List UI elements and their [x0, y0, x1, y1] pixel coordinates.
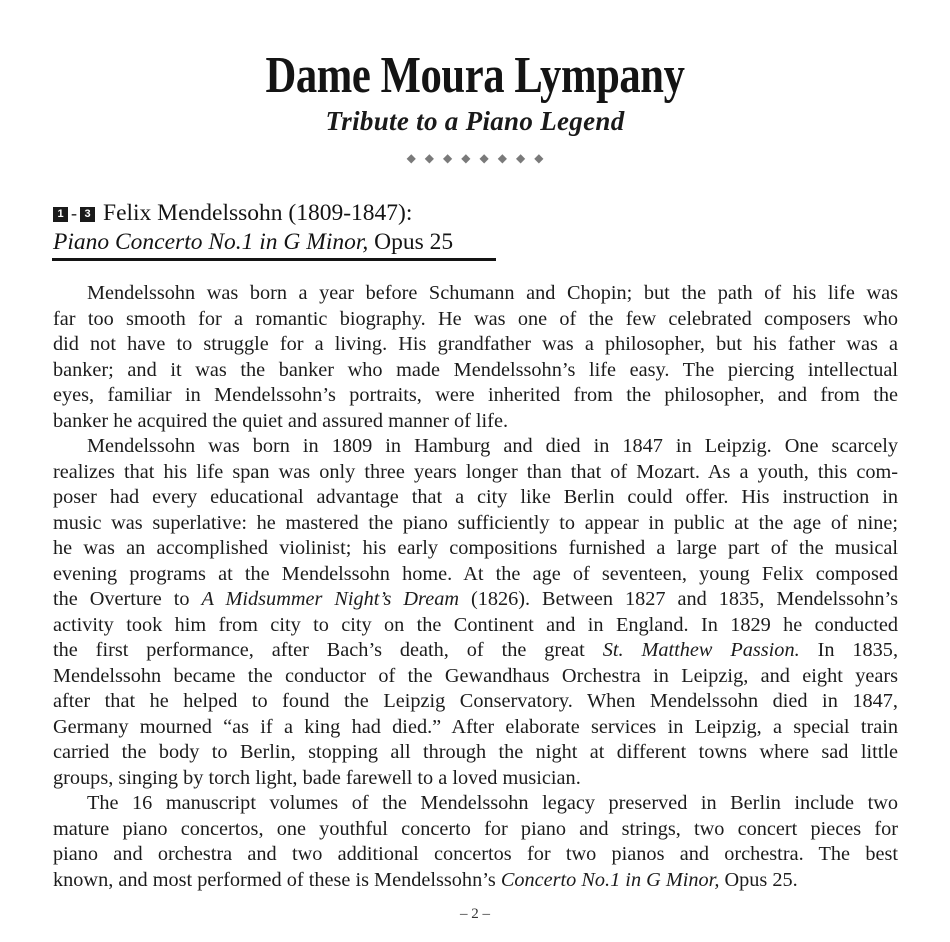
paragraph-2-line	[53, 638, 898, 664]
line-text: Mendelssohn became the conductor of the Gewandhaus Orchestra in Leipzig, and eight years	[53, 664, 898, 687]
work-opus: Opus 25	[368, 229, 454, 255]
paragraph-2-line	[53, 613, 898, 639]
diamond-icon: ◆	[461, 151, 480, 165]
paragraph-2-line	[53, 587, 898, 613]
heading-underline-rule	[52, 258, 496, 261]
line-text: In 1835,	[799, 639, 899, 661]
line-text: after that he helped to found the Leipzig Conservatory. When Mendelssohn died in 1847,	[53, 690, 898, 712]
paragraph-1-line	[53, 332, 898, 358]
paragraph-2-line	[53, 562, 898, 588]
line-text: The 16 manuscript volumes of the Mendelssohn legacy preserved in Berlin include two	[87, 792, 898, 814]
italic-title: A Midsummer Night’s Dream	[201, 588, 459, 610]
line-text: known, and most performed of these is Mendelssohn’s	[53, 868, 501, 891]
paragraph-3-line	[53, 868, 898, 894]
line-text: the Overture to	[53, 588, 202, 610]
diamond-icon: ◆	[497, 151, 516, 165]
paragraph-2-line	[53, 511, 898, 537]
heading-line-work	[53, 228, 513, 257]
line-text: banker he acquired the quiet and assured manner of life.	[53, 409, 509, 432]
track-number-badge-end: 3	[80, 207, 95, 222]
diamond-icon: ◆	[515, 151, 535, 165]
line-text: (1826). Between 1827 and 1835, Mendelssohn’s	[459, 588, 899, 610]
line-text: groups, singing by torch light, bade farewell to a loved musician.	[53, 766, 581, 789]
line-text: the first performance, after Bach’s death, of the great	[53, 639, 603, 661]
work-title: Piano Concerto No.1 in G Minor,	[53, 229, 369, 255]
diamond-ornament-divider	[0, 150, 950, 166]
paragraph-1-line	[53, 281, 898, 307]
diamond-icon: ◆	[406, 151, 425, 165]
line-text: did not have to struggle for a living. His grandfather was a philosopher, but his father was a	[53, 333, 898, 355]
paragraph-2-line	[53, 664, 898, 690]
paragraph-2-line	[53, 434, 898, 460]
paragraph-2-line	[53, 485, 898, 511]
page-number: – 2 –	[460, 906, 490, 922]
line-text: activity took him from city to city on the Continent and in England. In 1829 he conducted	[53, 613, 898, 636]
italic-title: St. Matthew Passion.	[602, 639, 800, 661]
line-text: he was an accomplished violinist; his early compositions furnished a large part of the musical	[53, 537, 898, 559]
line-text: eyes, familiar in Mendelssohn’s portraits, were inherited from the philosopher, and from the	[53, 384, 898, 406]
line-text: music was superlative: he mastered the piano sufficiently to appear in public at the age of nine;	[53, 511, 898, 534]
line-text: far too smooth for a romantic biography. He was one of the few celebrated composers who	[53, 307, 898, 330]
line-text: mature piano concertos, one youthful concerto for piano and strings, two concert pieces for	[53, 817, 898, 840]
paragraph-3-line	[53, 817, 898, 843]
line-text: Mendelssohn was born a year before Schumann and Chopin; but the path of his life was	[87, 282, 898, 304]
paragraph-2-line	[53, 689, 898, 715]
line-text: evening programs at the Mendelssohn home. At the age of seventeen, young Felix composed	[53, 562, 898, 585]
line-text: piano and orchestra and two additional concertos for two pianos and orchestra. The best	[53, 843, 898, 865]
diamond-icon: ◆	[443, 151, 462, 165]
paragraph-1-line	[53, 383, 898, 409]
composer-name: Felix Mendelssohn (1809-1847):	[103, 200, 413, 226]
track-number-badge-start: 1	[53, 207, 68, 222]
italic-title: Concerto No.1 in G Minor,	[500, 868, 720, 891]
paragraph-1-line	[53, 358, 898, 384]
paragraph-2-line	[53, 766, 898, 792]
body-text	[53, 281, 898, 893]
line-text: Mendelssohn was born in 1809 in Hamburg and died in 1847 in Leipzig. One scarcely	[87, 435, 898, 457]
paragraph-1-line	[53, 307, 898, 333]
diamond-icon: ◆	[479, 151, 498, 165]
paragraph-3-line	[53, 791, 898, 817]
paragraph-2-line	[53, 740, 898, 766]
diamond-icon: ◆	[424, 151, 444, 165]
line-text: Opus 25.	[719, 868, 798, 891]
page-subtitle: Tribute to a Piano Legend	[325, 106, 625, 136]
line-text: carried the body to Berlin, stopping all through the night at different towns where sad little	[53, 741, 898, 763]
page-title: Dame Moura Lympany	[265, 47, 685, 104]
line-text: banker; and it was the banker who made Mendelssohn’s life easy. The piercing intellectual	[53, 358, 898, 381]
heading-line-composer	[53, 199, 513, 228]
track-range-separator: -	[71, 203, 77, 223]
line-text: realizes that his life span was only three years longer than that of Mozart. As a youth, this com-	[53, 460, 898, 483]
line-text: poser had every educational advantage that a city like Berlin could offer. His instruction in	[53, 486, 898, 508]
line-text: Germany mourned “as if a king had died.” After elaborate services in Leipzig, a special train	[53, 715, 898, 738]
section-heading	[53, 199, 513, 257]
paragraph-3-line	[53, 842, 898, 868]
diamond-icon: ◆	[534, 151, 553, 165]
paragraph-2-line	[53, 460, 898, 486]
paragraph-1-line	[53, 409, 898, 435]
paragraph-2-line	[53, 536, 898, 562]
paragraph-2-line	[53, 715, 898, 741]
